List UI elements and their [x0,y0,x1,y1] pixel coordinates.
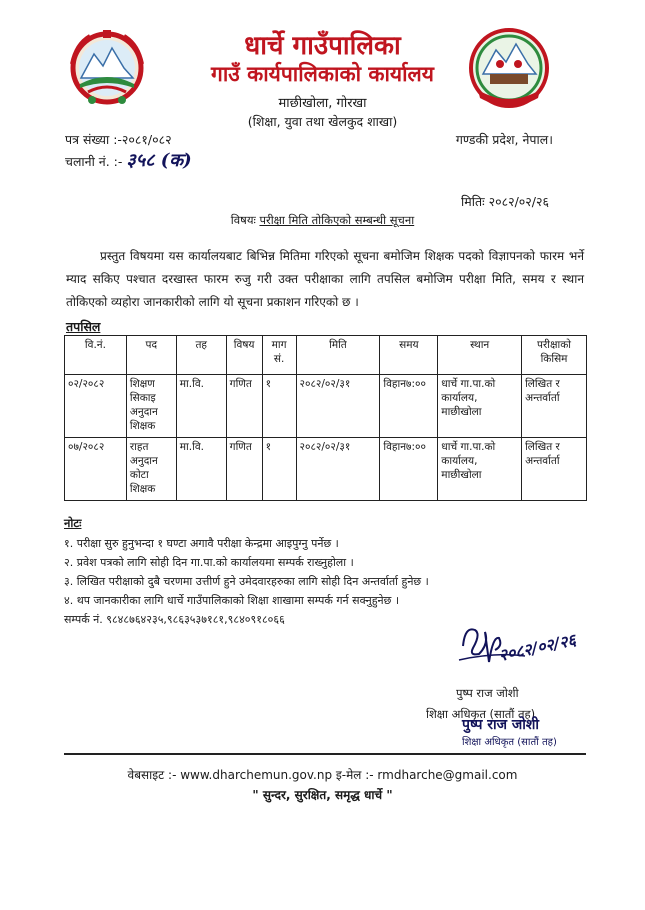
office-address: माछीखोला, गोरखा [278,96,367,111]
cell-post: शिक्षण सिकाइ अनुदान शिक्षक [126,375,176,438]
signatory-name: पुष्प राज जोशी [456,686,519,700]
chalani-number [65,148,192,172]
post-stamp: शिक्षा अधिकृत (सातौं तह) [462,737,557,748]
cell-subject: गणित [226,438,262,501]
chalani-label: चलानी नं. :- [65,154,123,169]
province-line: गण्डकी प्रदेश, नेपाल। [455,132,553,147]
cell-demand: १ [262,438,296,501]
subject-label: विषयः [230,213,256,227]
cell-level: मा.वि. [176,375,226,438]
note-item: ३. लिखित परीक्षाको दुबै चरणमा उत्तीर्ण हुने उमेदवारहरुका लागि सोही दिन अन्तर्वार्ता हुनेछ । [64,575,429,588]
footer-slogan: " सुन्दर, सुरक्षित, समृद्ध धार्चे " [252,788,393,802]
cell-time: विहान७:०० [380,375,438,438]
chalani-handwritten-value: ३५८ (क) [126,150,192,171]
cell-venue: धार्चे गा.पा.को कार्यालय, माछीखोला [438,375,522,438]
exam-schedule-table [64,335,587,501]
footer-divider [64,753,586,755]
notice-body: प्रस्तुत विषयमा यस कार्यालयबाट बिभिन्न मितिमा गरिएको सूचना बमोजिम शिक्षक पदको विज्ञापनको फारम भर्ने म्याद सकिए पश्चात दरखास्त फारम रुजु गरी उक्त परीक्षाका लागि तपसिल बमोजिम परीक्षा मिति, समय र स्थान तोकिएको व्यहोरा जानकारीको लागि यो सूचना प्रकाशन गरिएको छ । [66,249,584,309]
cell-serial: ०७/२०८२ [65,438,127,501]
cell-post: राहत अनुदान कोटा शिक्षक [126,438,176,501]
patra-sankhya [65,131,172,148]
cell-date: २०८२/०२/३१ [296,438,380,501]
patra-value: २०८१/०८२ [121,132,172,147]
cell-date: २०८२/०२/३१ [296,375,380,438]
col-header-date: मिति [296,336,380,375]
cell-serial: ०२/२०८२ [65,375,127,438]
subject-line [0,213,645,228]
note-item: २. प्रवेश पत्रको लागि सोही दिन गा.पा.को कार्यालयमा सम्पर्क राख्नुहोला । [64,556,354,569]
branch-name: (शिक्षा, युवा तथा खेलकुद शाखा) [247,114,398,129]
cell-time: विहान७:०० [380,438,438,501]
letter-date: मितिः २०८२/०२/२६ [461,194,549,209]
tapasil-label: तपसिल [66,319,101,334]
signatory-post: शिक्षा अधिकृत (सातौं तह) [426,707,536,721]
col-header-demand: माग सं. [262,336,296,375]
table-row [65,438,587,501]
office-name: गाउँ कार्यपालिकाको कार्यालय [211,62,434,86]
cell-demand: १ [262,375,296,438]
patra-label: पत्र संख्या :- [65,132,122,147]
note-item: ४. थप जानकारीका लागि धार्चे गाउँपालिकाको शिक्षा शाखामा सम्पर्क गर्न सक्नुहुनेछ । [64,594,400,607]
notes-label: नोटः [64,516,82,530]
name-stamp: पुष्प राज जोशी [462,717,540,733]
col-header-level: तह [176,336,226,375]
cell-level: मा.वि. [176,438,226,501]
subject-text: परीक्षा मिति तोकिएको सम्बन्धी सूचना [259,213,415,227]
col-header-time: समय [380,336,438,375]
table-row [65,375,587,438]
table-header-row [65,336,587,375]
col-header-serial: वि.नं. [65,336,127,375]
col-header-subject: विषय [226,336,262,375]
col-header-exam-type: परीक्षाको किसिम [522,336,587,375]
col-header-venue: स्थान [438,336,522,375]
cell-exam-type: लिखित र अन्तर्वार्ता [522,375,587,438]
footer-contact: वेबसाइट :- www.dharchemun.gov.np इ-मेल :- rmdharche@gmail.com [127,768,518,782]
note-item: १. परीक्षा सुरु हुनुभन्दा १ घण्टा अगावै परीक्षा केन्द्रमा आइपुग्नु पर्नेछ । [64,537,339,550]
col-header-post: पद [126,336,176,375]
municipality-name: धार्चे गाउँपालिका [244,31,401,61]
cell-exam-type: लिखित र अन्तर्वार्ता [522,438,587,501]
cell-subject: गणित [226,375,262,438]
cell-venue: धार्चे गा.पा.को कार्यालय, माछीखोला [438,438,522,501]
contact-numbers: सम्पर्क नं. ९८४८७६४२३५,९८६३५३७१८१,९८४०९१८०६६ [64,613,285,626]
signature-date: २०८२/०२/२६ [496,630,578,665]
